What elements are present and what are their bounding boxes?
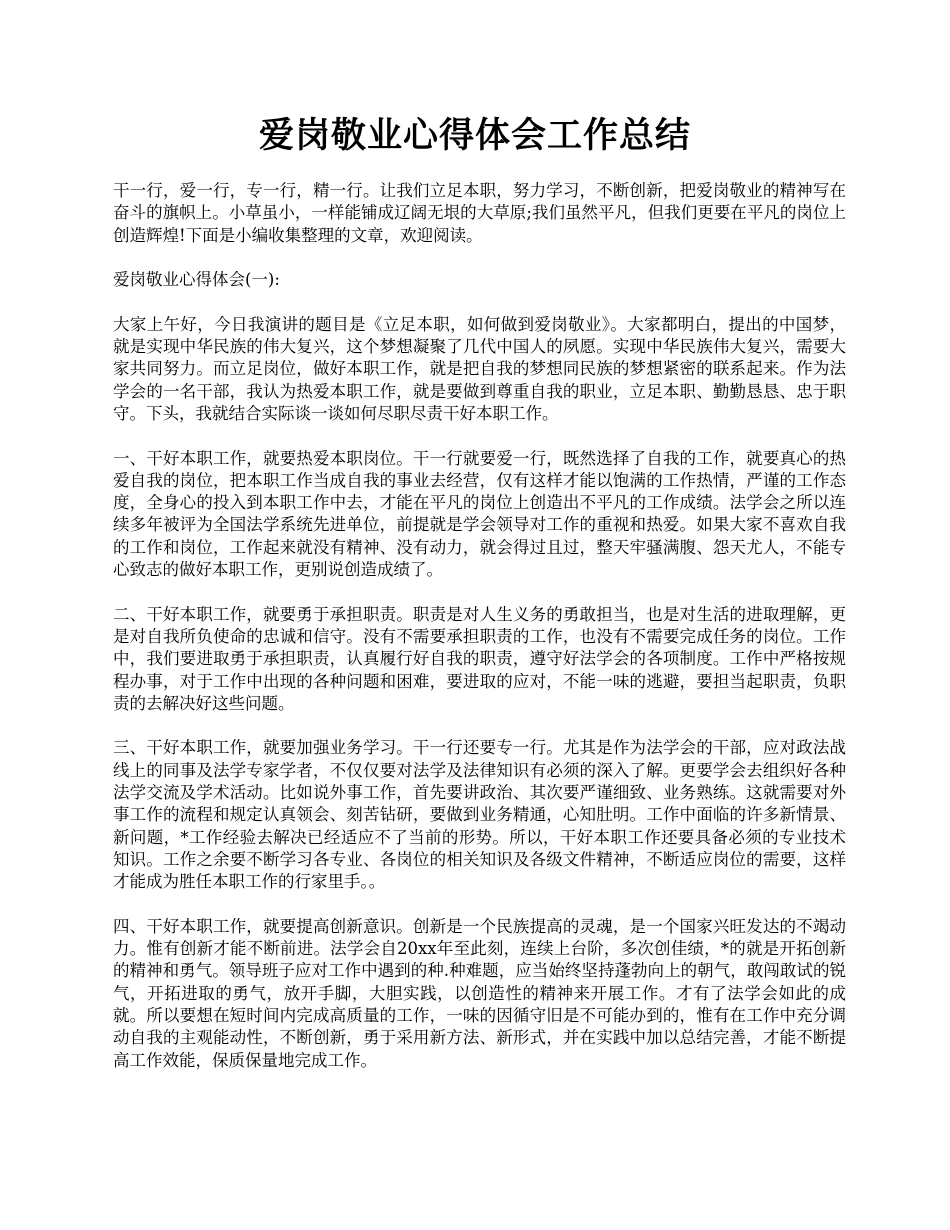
document-title: 爱岗敬业心得体会工作总结 [258,116,691,156]
speech-opening-paragraph: 大家上午好，今日我演讲的题目是《立足本职，如何做到爱岗敬业》。大家都明白，提出的中国梦，就是实现中华民族的伟大复兴，这个梦想凝聚了几代中国人的夙愿。实现中华民族伟大复兴，需要大家共同努力。而立足岗位，做好本职工作，就是把自我的梦想同民族的梦想紧密的联系起来。作为法学会的一名干部，我认为热爱本职工作，就是要做到尊重自我的职业，立足本职、勤勤恳恳、忠于职守。下头，我就结合实际谈一谈如何尽职尽责干好本职工作。 [113,314,846,423]
point-four-paragraph: 四、干好本职工作，就要提高创新意识。创新是一个民族提高的灵魂，是一个国家兴旺发达的不竭动力。惟有创新才能不断前进。法学会自20xx年至此刻，连续上台阶，多次创佳绩，*的就是开拓创新的精神和勇气。领导班子应对工作中遇到的种.种难题，应当始终坚持蓬勃向上的朝气，敢闯敢试的锐气，开拓进取的勇气，放开手脚，大胆实践，以创造性的精神来开展工作。才有了法学会如此的成就。所以要想在短时间内完成高质量的工作，一味的因循守旧是不可能办到的，惟有在工作中充分调动自我的主观能动性，不断创新，勇于采用新方法、新形式，并在实践中加以总结完善，才能不断提高工作效能，保质保量地完成工作。 [113,916,846,1070]
point-three-paragraph: 三、干好本职工作，就要加强业务学习。干一行还要专一行。尤其是作为法学会的干部，应对政法战线上的同事及法学专家学者，不仅仅要对法学及法律知识有必须的深入了解。更要学会去组织好各种法学交流及学术活动。比如说外事工作，首先要讲政治、其次要严谨细致、业务熟练。这就需要对外事工作的流程和规定认真领会、刻苦钻研，要做到业务精通，心知肚明。工作中面临的许多新情景、新问题，*工作经验去解决已经适应不了当前的形势。所以，干好本职工作还要具备必须的专业技术知识。工作之余要不断学习各专业、各岗位的相关知识及各级文件精神，不断适应岗位的需要，这样才能成为胜任本职工作的行家里手。。 [113,738,846,892]
point-two-paragraph: 二、干好本职工作，就要勇于承担职责。职责是对人生义务的勇敢担当，也是对生活的进取理解，更是对自我所负使命的忠诚和信守。没有不需要承担职责的工作，也没有不需要完成任务的岗位。工作中，我们要进取勇于承担职责，认真履行好自我的职责，遵守好法学会的各项制度。工作中严格按规程办事，对于工作中出现的各种问题和困难，要进取的应对，不能一味的逃避，要担当起职责，负职责的去解决好这些问题。 [113,604,846,713]
intro-paragraph: 干一行，爱一行，专一行，精一行。让我们立足本职，努力学习，不断创新，把爱岗敬业的精神写在奋斗的旗帜上。小草虽小，一样能铺成辽阔无垠的大草原;我们虽然平凡，但我们更要在平凡的岗位上创造辉煌!下面是小编收集整理的文章，欢迎阅读。 [113,181,846,245]
point-one-paragraph: 一、干好本职工作，就要热爱本职岗位。干一行就要爱一行，既然选择了自我的工作，就要真心的热爱自我的岗位，把本职工作当成自我的事业去经营，仅有这样才能以饱满的工作热情，严谨的工作态度，全身心的投入到本职工作中去，才能在平凡的岗位上创造出不平凡的工作成绩。法学会之所以连续多年被评为全国法学系统先进单位，前提就是学会领导对工作的重视和热爱。如果大家不喜欢自我的工作和岗位，工作起来就没有精神、没有动力，就会得过且过，整天牢骚满腹、怨天尤人，不能专心致志的做好本职工作，更别说创造成绩了。 [113,448,846,580]
section-heading: 爱岗敬业心得体会(一): [113,270,280,290]
document-body [113,180,846,1094]
